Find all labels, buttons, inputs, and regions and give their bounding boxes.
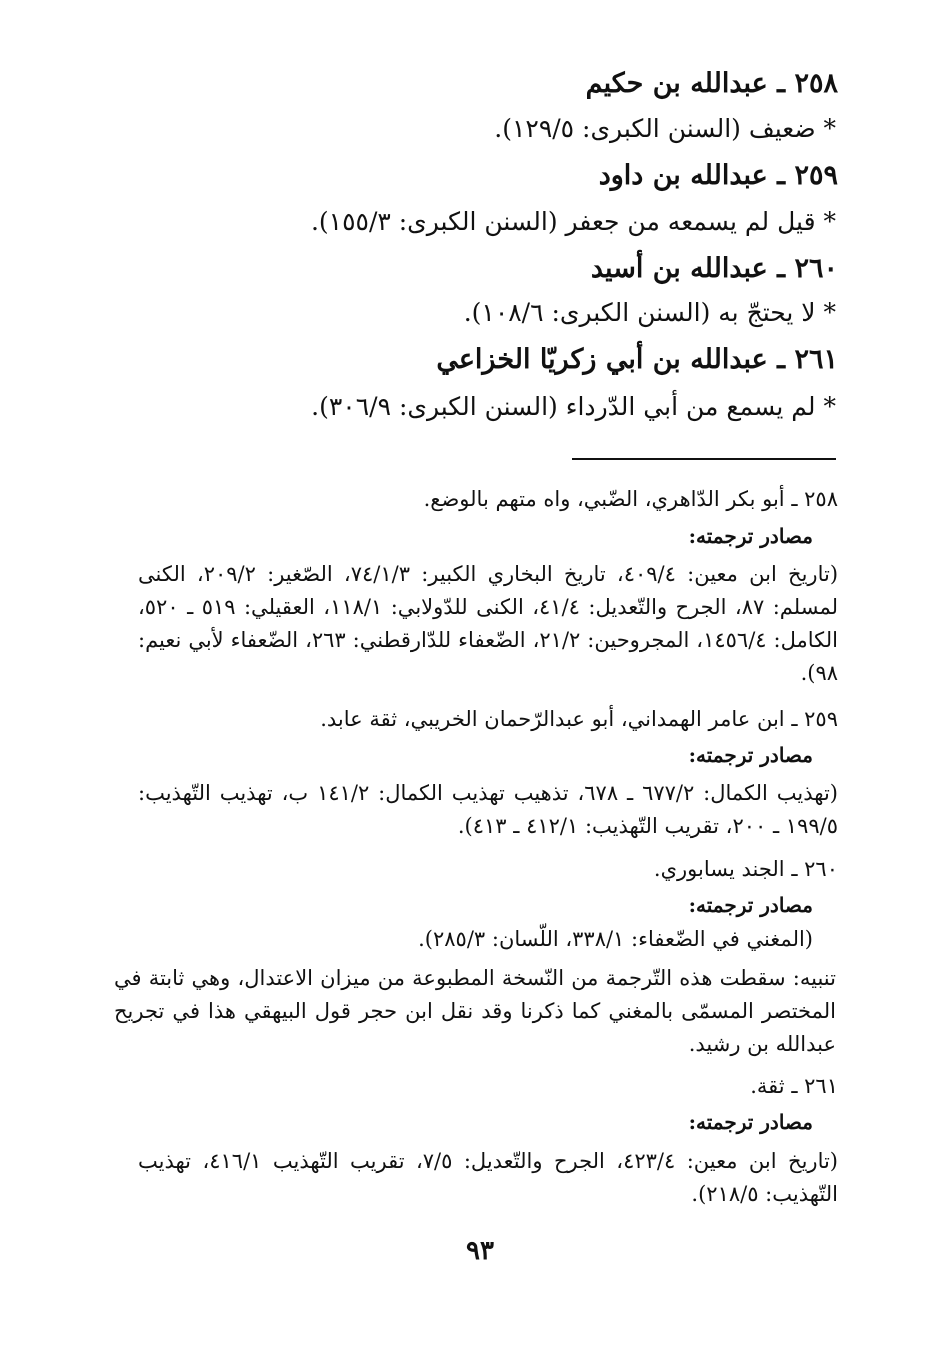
entry-note: * لم يسمع من أبي الدّرداء (السنن الكبرى: ٣٠٦/٩). (311, 392, 836, 421)
footnote-intro: ٢٦٠ ـ الجند يسابوري. (653, 857, 838, 881)
footnote-intro: ٢٥٨ ـ أبو بكر الدّاهري، الضّبي، واه متهم بالوضع. (423, 487, 838, 511)
footnote-sources: (تاريخ ابن معين: ٤٠٩/٤، تاريخ البخاري الكبير: ٧٤/١/٣، الصّغير: ٢٠٩/٢، الكنى لمسلم: ٨٧، الجرح والتّعديل: ٤١/٤، الكنى للدّولابي: ١١٨/١، العقيلي: ٥١٩ ـ ٥٢٠، الكامل: ١٤٥٦/٤، المجروحين: ٢١/٢، الضّعفاء للدّارقطني: ٢٦٣، الضّعفاء لأبي نعيم: ٩٨). (138, 562, 839, 685)
sources-label: مصادر ترجمته: (688, 1110, 813, 1134)
entry-heading: ٢٥٩ ـ عبدالله بن داود (598, 160, 838, 191)
entry-note: * قيل لم يسمعه من جعفر (السنن الكبرى: ١٥٥/٣). (310, 207, 836, 236)
entry-note: * ضعيف (السنن الكبرى: ١٢٩/٥). (494, 114, 836, 143)
footnote-sources: (تهذيب الكمال: ٦٧٧/٢ ـ ٦٧٨، تذهيب تهذيب الكمال: ١٤١/٢ ب، تهذيب التّهذيب: ١٩٩/٥ ـ ٢٠٠، تقريب التّهذيب: ٤١٢/١ ـ ٤١٣). (138, 781, 838, 838)
sources-label: مصادر ترجمته: (688, 893, 813, 917)
sources-label: مصادر ترجمته: (688, 524, 813, 548)
footnote-divider (572, 458, 836, 460)
entry-heading: ٢٥٨ ـ عبدالله بن حكيم (585, 68, 838, 99)
page-number: ٩٣ (466, 1236, 494, 1266)
footnote-intro: ٢٦١ ـ ثقة. (750, 1074, 838, 1098)
sources-label: مصادر ترجمته: (688, 743, 813, 767)
entry-heading: ٢٦٠ ـ عبدالله بن أسيد (590, 253, 838, 284)
footnote-intro: ٢٥٩ ـ ابن عامر الهمداني، أبو عبدالرّحمان الخريبي، ثقة عابد. (320, 707, 838, 731)
entry-heading: ٢٦١ ـ عبدالله بن أبي زكريّا الخزاعي (436, 344, 838, 375)
footnote-sources: (المغني في الضّعفاء: ٣٣٨/١، اللّسان: ٢٨٥/٣). (418, 927, 813, 951)
footnote-sources: (تاريخ ابن معين: ٤٢٣/٤، الجرح والتّعديل: ٧/٥، تقريب التّهذيب ٤١٦/١، تهذيب التّهذيب: ٢١٨/٥). (138, 1149, 839, 1206)
entry-note: * لا يحتجّ به (السنن الكبرى: ١٠٨/٦). (463, 298, 836, 327)
footnote-notice: تنبيه: سقطت هذه التّرجمة من النّسخة المطبوعة من ميزان الاعتدال، وهي ثابتة في المختصر المسمّى بالمغني كما ذكرنا وقد نقل ابن حجر قول البيهقي هذا في تجريح عبدالله بن رشيد. (114, 966, 836, 1056)
